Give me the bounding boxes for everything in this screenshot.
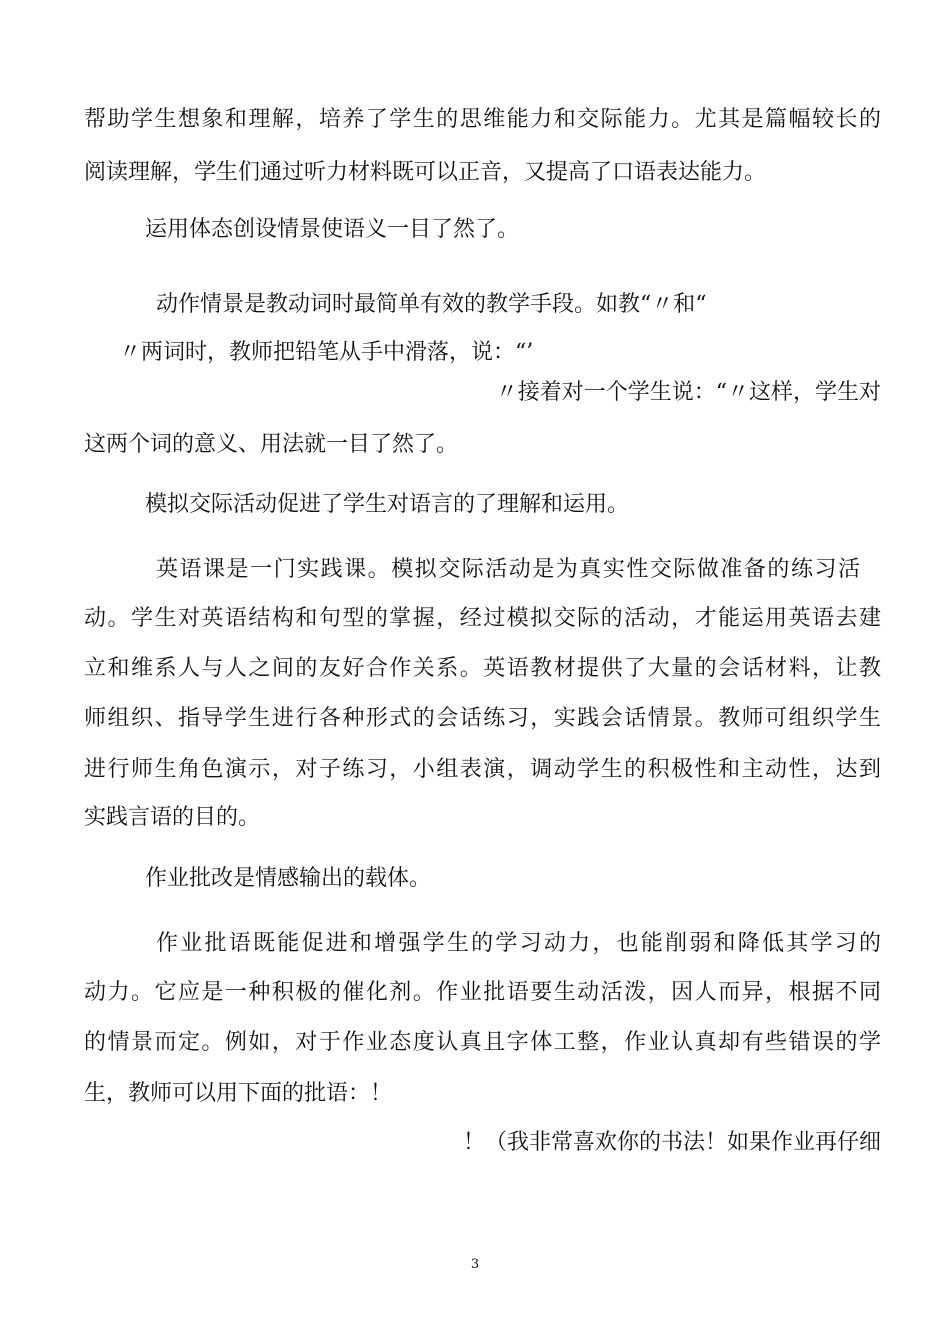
section-heading: 模拟交际活动促进了学生对语言的了理解和运用。: [145, 492, 630, 517]
text-line: 进行师生角色演示，对子练习，小组表演，调动学生的积极性和主动性，达到: [84, 757, 881, 782]
text-line: 生，教师可以用下面的批语：！: [84, 1081, 393, 1106]
section-heading: 运用体态创设情景使语义一目了然了。: [145, 217, 520, 242]
text-line: 动。学生对英语结构和句型的掌握，经过模拟交际的活动，才能运用英语去建: [84, 606, 881, 631]
page-number: 3: [470, 1257, 480, 1272]
text-line: 实践言语的目的。: [84, 805, 261, 830]
text-line: 阅读理解，学生们通过听力材料既可以正音，又提高了口语表达能力。: [84, 160, 767, 185]
text-line: 帮助学生想象和理解，培养了学生的思维能力和交际能力。尤其是篇幅较长的: [84, 107, 881, 132]
text-line: 这两个词的意义、用法就一目了然了。: [84, 432, 459, 457]
text-line: 动力。它应是一种积极的催化剂。作业批语要生动活泼，因人而异，根据不同: [84, 980, 881, 1005]
section-heading: 作业批改是情感输出的载体。: [145, 866, 432, 891]
text-line: 动作情景是教动词时最简单有效的教学手段。如教“〃和“: [156, 292, 707, 317]
text-line: 师组织、指导学生进行各种形式的会话练习，实践会话情景。教师可组织学生: [84, 706, 881, 731]
text-line: 〃两词时，教师把铅笔从手中滑落，说：“’: [119, 340, 534, 365]
text-line: 立和维系人与人之间的友好合作关系。英语教材提供了大量的会话材料，让教: [84, 656, 881, 681]
text-line: 〃接着对一个学生说：“〃这样，学生对: [495, 380, 881, 405]
text-line: 的情景而定。例如，对于作业态度认真且字体工整，作业认真却有些错误的学: [84, 1030, 881, 1055]
text-line: 作业批语既能促进和增强学生的学习动力，也能削弱和降低其学习的: [156, 931, 881, 956]
text-line: 英语课是一门实践课。模拟交际活动是为真实性交际做准备的练习活: [156, 557, 860, 582]
text-line: ！（我非常喜欢你的书法！如果作业再仔细: [462, 1130, 881, 1155]
